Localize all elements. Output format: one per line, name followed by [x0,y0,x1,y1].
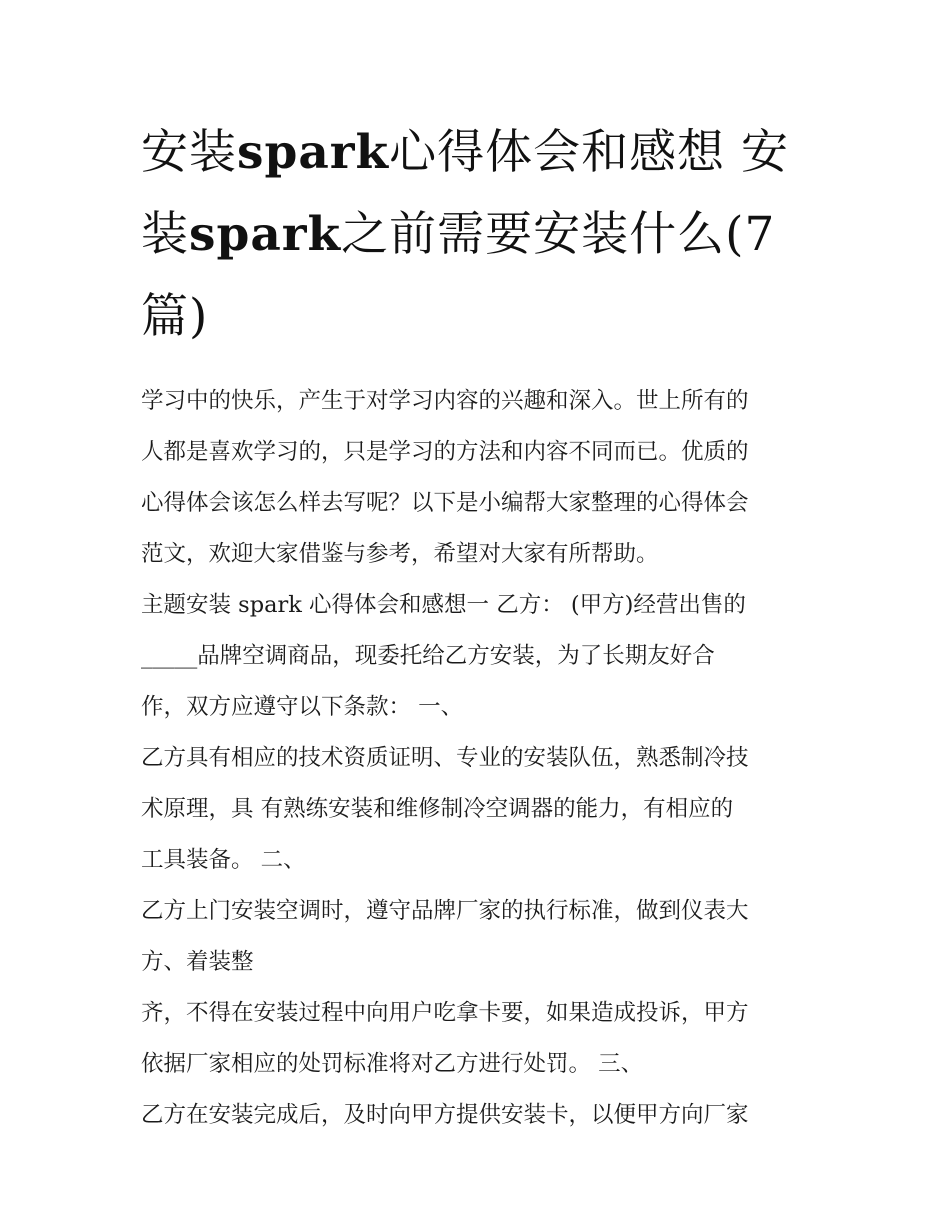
clause-one-paragraph [141,733,813,886]
text-line: 方、着装整 [141,949,254,975]
text-line: 人都是喜欢学习的，只是学习的方法和内容不同而已。优质的 [141,439,749,465]
document-title [141,112,813,358]
text-line: 作，双方应遵守以下条款： 一、 [141,694,464,720]
clause-two-continued-paragraph [141,988,813,1090]
text-line: 工具装备。 二、 [141,847,306,873]
text-line: _____品牌空调商品，现委托给乙方安装，为了长期友好合 [141,643,715,669]
contract-intro-paragraph [141,580,813,733]
text-line: 乙方具有相应的技术资质证明、专业的安装队伍，熟悉制冷技 [141,745,749,771]
text-line: 乙方在安装完成后，及时向甲方提供安装卡，以便甲方向厂家 [141,1102,749,1128]
text-line: 术原理，具 有熟练安装和维修制冷空调器的能力，有相应的 [141,796,734,822]
title-line: 安装spark心得体会和感想 安 [141,125,790,180]
text-line: 依据厂家相应的处罚标准将对乙方进行处罚。 三、 [141,1051,644,1077]
text-line: 主题安装 spark 心得体会和感想一 乙方： (甲方)经营出售的 [141,592,746,618]
text-line: 乙方上门安装空调时，遵守品牌厂家的执行标准，做到仪表大 [141,898,749,924]
title-line: 篇) [141,289,209,344]
intro-paragraph [141,376,813,580]
title-line: 装spark之前需要安装什么(7 [141,207,776,262]
text-line: 范文，欢迎大家借鉴与参考，希望对大家有所帮助。 [141,541,659,567]
title-keyword: spark [237,125,390,180]
text-line: 学习中的快乐，产生于对学习内容的兴趣和深入。世上所有的 [141,388,749,414]
document-body [141,112,813,1141]
text-line: 齐，不得在安装过程中向用户吃拿卡要，如果造成投诉，甲方 [141,1000,749,1026]
text-line: 心得体会该怎么样去写呢？以下是小编帮大家整理的心得体会 [141,490,749,516]
clause-three-paragraph [141,1090,813,1141]
clause-two-paragraph [141,886,813,988]
title-keyword: spark [189,207,342,262]
